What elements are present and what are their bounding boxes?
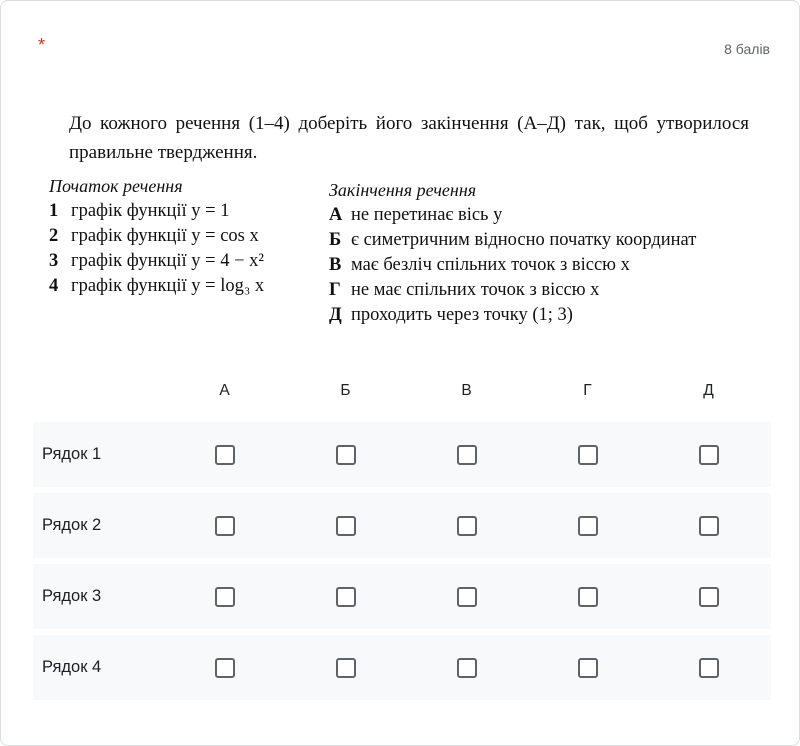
column-header: А bbox=[219, 382, 230, 399]
checkbox[interactable] bbox=[215, 658, 235, 678]
grid-row bbox=[33, 493, 771, 558]
column-header: Б bbox=[340, 382, 351, 399]
row-label: Рядок 2 bbox=[42, 516, 102, 534]
grid-row bbox=[33, 564, 771, 629]
checkbox[interactable] bbox=[699, 445, 719, 465]
problem-intro: До кожного речення (1–4) доберіть його закінчення (А–Д) так, щоб утворилося правильне твердження. bbox=[69, 113, 749, 163]
checkbox[interactable] bbox=[578, 445, 598, 465]
checkbox-grid bbox=[33, 367, 771, 706]
right-item: Г не має спільних точок з віссю x bbox=[329, 280, 600, 300]
checkbox[interactable] bbox=[215, 516, 235, 536]
column-header: Д bbox=[703, 382, 714, 399]
checkbox[interactable] bbox=[578, 587, 598, 607]
checkbox[interactable] bbox=[457, 445, 477, 465]
points-label: 8 балів bbox=[724, 41, 770, 57]
checkbox[interactable] bbox=[457, 587, 477, 607]
right-heading: Закінчення речення bbox=[329, 180, 477, 200]
checkbox[interactable] bbox=[699, 658, 719, 678]
right-item: А не перетинає вісь y bbox=[329, 205, 503, 225]
right-item: В має безліч спільних точок з віссю x bbox=[329, 255, 630, 275]
problem-image bbox=[49, 109, 769, 328]
required-asterisk: * bbox=[38, 35, 46, 55]
checkbox[interactable] bbox=[699, 587, 719, 607]
checkbox[interactable] bbox=[457, 658, 477, 678]
right-item: Б є симетричним відносно початку координат bbox=[329, 230, 697, 250]
left-item: 3 графік функції y = 4 − x² bbox=[49, 251, 264, 271]
grid-header bbox=[33, 367, 771, 415]
row-label: Рядок 1 bbox=[42, 445, 102, 463]
left-item: 4 графік функції y = log₃ x bbox=[49, 276, 265, 296]
checkbox[interactable] bbox=[215, 445, 235, 465]
checkbox[interactable] bbox=[336, 658, 356, 678]
checkbox[interactable] bbox=[215, 587, 235, 607]
checkbox[interactable] bbox=[457, 516, 477, 536]
column-header: В bbox=[461, 382, 472, 399]
column-header: Г bbox=[583, 382, 592, 399]
checkbox[interactable] bbox=[578, 658, 598, 678]
left-item: 2 графік функції y = cos x bbox=[49, 226, 259, 246]
checkbox[interactable] bbox=[578, 516, 598, 536]
checkbox[interactable] bbox=[336, 445, 356, 465]
row-label: Рядок 3 bbox=[42, 587, 102, 605]
grid-row bbox=[33, 422, 771, 487]
checkbox[interactable] bbox=[336, 587, 356, 607]
sentence-beginnings bbox=[49, 175, 329, 328]
checkbox[interactable] bbox=[336, 516, 356, 536]
left-heading: Початок речення bbox=[49, 176, 183, 196]
grid-row bbox=[33, 635, 771, 700]
sentence-endings bbox=[329, 179, 696, 328]
checkbox[interactable] bbox=[699, 516, 719, 536]
right-item: Д проходить через точку (1; 3) bbox=[329, 305, 573, 325]
row-label: Рядок 4 bbox=[42, 658, 102, 676]
left-item: 1 графік функції y = 1 bbox=[49, 201, 230, 221]
